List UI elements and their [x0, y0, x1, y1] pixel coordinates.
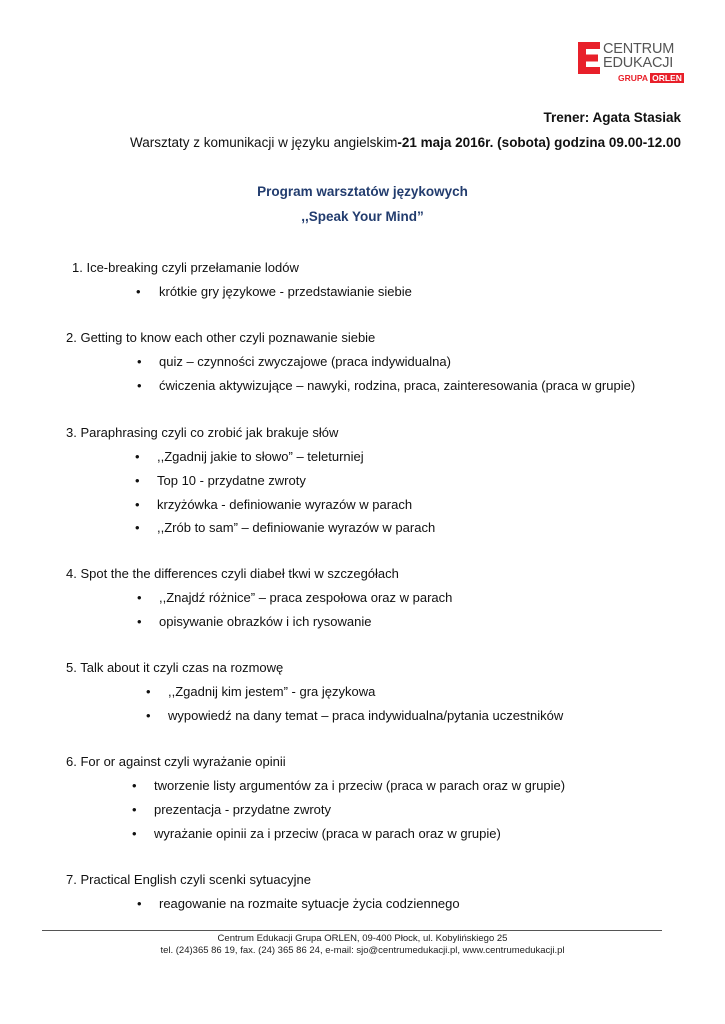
bullet-icon: • [136, 284, 141, 299]
logo-group-label [618, 73, 684, 83]
logo-grupa: GRUPA [618, 73, 649, 83]
workshop-info [130, 135, 681, 150]
program-title: Program warsztatów językowych [257, 184, 468, 199]
list-item: ,,Zrób to sam” – definiowanie wyrazów w parach [157, 520, 436, 535]
bullet-icon: • [137, 590, 142, 605]
footer-contact: tel. (24)365 86 19, fax. (24) 365 86 24, e-mail: sjo@centrumedukacji.pl, www.centrumedukacji.pl [160, 945, 565, 956]
bullet-icon: • [135, 497, 140, 512]
logo-line-1: CENTRUM [603, 41, 675, 57]
section-heading: 2. Getting to know each other czyli poznawanie siebie [66, 330, 376, 345]
section-heading: 7. Practical English czyli scenki sytuacyjne [66, 872, 311, 887]
bullet-icon: • [135, 520, 140, 535]
section-heading: 3. Paraphrasing czyli co zrobić jak brakuje słów [66, 425, 339, 440]
list-item: krótkie gry językowe - przedstawianie siebie [159, 284, 412, 299]
bullet-icon: • [137, 614, 142, 629]
list-item: krzyżówka - definiowanie wyrazów w parach [157, 497, 413, 512]
footer-divider [42, 930, 662, 931]
section-heading: 4. Spot the the differences czyli diabeł tkwi w szczegółach [66, 566, 399, 581]
bullet-icon: • [137, 896, 142, 911]
list-item: ćwiczenia aktywizujące – nawyki, rodzina, praca, zainteresowania (praca w grupie) [159, 378, 636, 393]
list-item: Top 10 - przydatne zwroty [157, 473, 306, 488]
logo-orlen: ORLEN [652, 73, 682, 83]
bullet-icon: • [137, 378, 142, 393]
list-item: reagowanie na rozmaite sytuacje życia codziennego [159, 896, 460, 911]
workshop-date: -21 maja 2016r. (sobota) godzina 09.00-12.00 [397, 135, 681, 150]
trainer-name: Trener: Agata Stasiak [543, 110, 681, 125]
list-item: prezentacja - przydatne zwroty [154, 802, 332, 817]
section-heading: 5. Talk about it czyli czas na rozmowę [66, 660, 284, 675]
centrum-edukacji-logo [578, 42, 684, 86]
list-item: ,,Zgadnij jakie to słowo” – teleturniej [157, 449, 364, 464]
bullet-icon: • [135, 449, 140, 464]
bullet-icon: • [132, 778, 137, 793]
logo-wordmark [603, 42, 674, 70]
list-item: wyrażanie opinii za i przeciw (praca w parach oraz w grupie) [154, 826, 501, 841]
list-item: opisywanie obrazków i ich rysowanie [159, 614, 372, 629]
list-item: wypowiedź na dany temat – praca indywidualna/pytania uczestników [168, 708, 564, 723]
logo-e-icon [578, 42, 600, 74]
section-heading: 6. For or against czyli wyrażanie opinii [66, 754, 286, 769]
section-heading: 1. Ice-breaking czyli przełamanie lodów [72, 260, 299, 275]
bullet-icon: • [146, 708, 151, 723]
list-item: ,,Zgadnij kim jestem” - gra językowa [168, 684, 376, 699]
bullet-icon: • [146, 684, 151, 699]
program-subtitle: ,,Speak Your Mind” [301, 209, 424, 224]
list-item: ,,Znajdź różnice” – praca zespołowa oraz w parach [159, 590, 453, 605]
workshop-title: Warsztaty z komunikacji w języku angielskim [130, 135, 398, 150]
list-item: quiz – czynności zwyczajowe (praca indywidualna) [159, 354, 451, 369]
list-item: tworzenie listy argumentów za i przeciw (praca w parach oraz w grupie) [154, 778, 566, 793]
bullet-icon: • [132, 826, 137, 841]
bullet-icon: • [137, 354, 142, 369]
bullet-icon: • [135, 473, 140, 488]
bullet-icon: • [132, 802, 137, 817]
footer-address: Centrum Edukacji Grupa ORLEN, 09-400 Płock, ul. Kobylińskiego 25 [217, 933, 508, 944]
logo-line-2: EDUKACJI [603, 55, 674, 71]
